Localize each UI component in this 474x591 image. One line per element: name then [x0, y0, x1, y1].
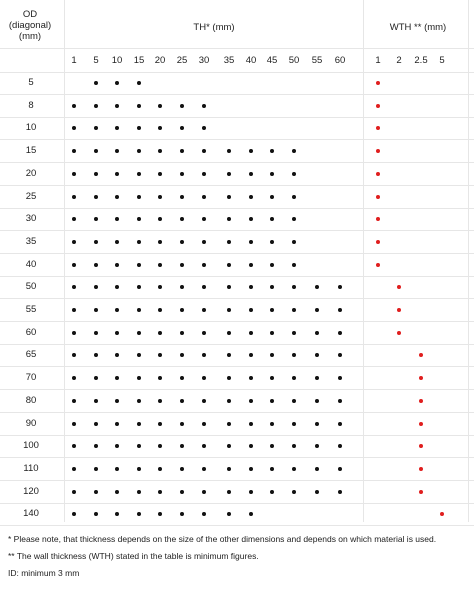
th-availability-dot [137, 467, 141, 471]
th-availability-dot [137, 422, 141, 426]
th-availability-dot [292, 195, 296, 199]
th-availability-dot [292, 399, 296, 403]
grid-hline [0, 503, 474, 504]
th-availability-dot [338, 490, 342, 494]
wth-minimum-dot [397, 331, 401, 335]
th-availability-dot [270, 467, 274, 471]
th-availability-dot [270, 490, 274, 494]
th-column-label: 55 [311, 55, 323, 66]
th-availability-dot [115, 195, 119, 199]
od-row-label: 70 [25, 372, 37, 384]
th-availability-dot [180, 399, 184, 403]
th-availability-dot [137, 195, 141, 199]
th-availability-dot [202, 399, 206, 403]
th-availability-dot [94, 81, 98, 85]
th-availability-dot [249, 308, 253, 312]
th-availability-dot [72, 195, 76, 199]
grid-hline [0, 94, 474, 95]
th-availability-dot [202, 172, 206, 176]
th-availability-dot [115, 172, 119, 176]
grid-vline [468, 0, 469, 522]
th-column-label: 40 [245, 55, 257, 66]
th-availability-dot [202, 467, 206, 471]
th-availability-dot [115, 399, 119, 403]
th-availability-dot [72, 308, 76, 312]
wth-minimum-dot [376, 195, 380, 199]
th-availability-dot [137, 104, 141, 108]
grid-hline [0, 344, 474, 345]
wth-column-label: 1 [375, 55, 381, 66]
th-availability-dot [292, 422, 296, 426]
grid-vline [64, 0, 65, 522]
grid-hline [0, 162, 474, 163]
th-availability-dot [94, 422, 98, 426]
th-availability-dot [115, 331, 119, 335]
th-availability-dot [72, 240, 76, 244]
th-availability-dot [292, 308, 296, 312]
th-availability-dot [180, 490, 184, 494]
th-availability-dot [227, 399, 231, 403]
th-column-label: 30 [198, 55, 210, 66]
wth-minimum-dot [397, 308, 401, 312]
grid-hline [0, 435, 474, 436]
th-column-label: 5 [93, 55, 99, 66]
th-availability-dot [115, 240, 119, 244]
th-availability-dot [315, 308, 319, 312]
th-availability-dot [270, 422, 274, 426]
th-availability-dot [158, 490, 162, 494]
grid-hline [0, 139, 474, 140]
th-availability-dot [94, 104, 98, 108]
th-availability-dot [227, 240, 231, 244]
th-availability-dot [72, 422, 76, 426]
od-row-label: 8 [28, 99, 34, 111]
th-availability-dot [338, 399, 342, 403]
od-row-label: 30 [25, 213, 37, 225]
th-column-label: 60 [334, 55, 346, 66]
th-availability-dot [158, 263, 162, 267]
th-availability-dot [249, 467, 253, 471]
th-availability-dot [315, 331, 319, 335]
od-header-line2: (diagonal) [8, 20, 52, 31]
od-row-label: 100 [23, 440, 39, 452]
th-availability-dot [158, 331, 162, 335]
grid-hline [0, 525, 474, 526]
wth-header: WTH ** (mm) [389, 22, 447, 33]
th-availability-dot [249, 240, 253, 244]
grid-vline [363, 0, 364, 522]
th-availability-dot [292, 172, 296, 176]
wth-column-label: 2 [396, 55, 402, 66]
th-availability-dot [180, 263, 184, 267]
grid-hline [0, 480, 474, 481]
th-availability-dot [72, 104, 76, 108]
th-availability-dot [115, 263, 119, 267]
th-availability-dot [249, 172, 253, 176]
th-availability-dot [115, 467, 119, 471]
wth-minimum-dot [376, 240, 380, 244]
th-availability-dot [115, 81, 119, 85]
th-availability-dot [227, 331, 231, 335]
th-availability-dot [202, 104, 206, 108]
th-availability-dot [270, 195, 274, 199]
th-availability-dot [158, 422, 162, 426]
wth-minimum-dot [419, 399, 423, 403]
od-row-label: 65 [25, 349, 37, 361]
th-availability-dot [180, 172, 184, 176]
footnote-inner-diameter: ID: minimum 3 mm [8, 568, 80, 578]
grid-hline [0, 208, 474, 209]
th-header: TH* (mm) [193, 22, 235, 33]
th-availability-dot [202, 490, 206, 494]
th-availability-dot [137, 172, 141, 176]
th-availability-dot [270, 331, 274, 335]
th-availability-dot [270, 399, 274, 403]
od-row-label: 60 [25, 326, 37, 338]
th-availability-dot [202, 422, 206, 426]
th-availability-dot [249, 331, 253, 335]
grid-hline [0, 72, 474, 73]
th-availability-dot [292, 263, 296, 267]
grid-hline [0, 185, 474, 186]
th-column-label: 50 [288, 55, 300, 66]
th-availability-dot [227, 490, 231, 494]
th-availability-dot [338, 422, 342, 426]
th-availability-dot [137, 399, 141, 403]
grid-hline [0, 230, 474, 231]
th-availability-dot [72, 467, 76, 471]
th-availability-dot [158, 399, 162, 403]
od-row-label: 90 [25, 417, 37, 429]
grid-hline [0, 276, 474, 277]
th-availability-dot [158, 240, 162, 244]
th-availability-dot [315, 422, 319, 426]
th-availability-dot [249, 195, 253, 199]
th-availability-dot [180, 308, 184, 312]
wth-minimum-dot [376, 81, 380, 85]
od-row-label: 80 [25, 394, 37, 406]
grid-hline [0, 389, 474, 390]
od-row-label: 10 [25, 122, 37, 134]
th-column-label: 15 [133, 55, 145, 66]
th-column-label: 35 [223, 55, 235, 66]
th-availability-dot [115, 422, 119, 426]
th-availability-dot [292, 490, 296, 494]
th-availability-dot [180, 104, 184, 108]
footnote-wall-thickness: ** The wall thickness (WTH) stated in the table is minimum figures. [8, 551, 259, 561]
th-availability-dot [249, 399, 253, 403]
th-availability-dot [180, 422, 184, 426]
th-column-label: 10 [111, 55, 123, 66]
th-availability-dot [180, 467, 184, 471]
th-availability-dot [115, 104, 119, 108]
wth-minimum-dot [376, 172, 380, 176]
od-header [0, 0, 60, 42]
wth-column-label: 2.5 [414, 55, 428, 66]
th-availability-dot [338, 467, 342, 471]
th-availability-dot [94, 399, 98, 403]
th-availability-dot [94, 263, 98, 267]
th-availability-dot [115, 308, 119, 312]
th-availability-dot [202, 195, 206, 199]
th-availability-dot [72, 172, 76, 176]
od-row-label: 25 [25, 190, 37, 202]
th-availability-dot [72, 399, 76, 403]
od-row-label: 50 [25, 281, 37, 293]
th-column-label: 45 [266, 55, 278, 66]
th-availability-dot [158, 308, 162, 312]
wth-minimum-dot [376, 263, 380, 267]
th-availability-dot [94, 308, 98, 312]
wth-minimum-dot [376, 104, 380, 108]
wth-minimum-dot [419, 467, 423, 471]
th-availability-dot [227, 263, 231, 267]
grid-hline [0, 117, 474, 118]
th-availability-dot [249, 490, 253, 494]
th-availability-dot [137, 263, 141, 267]
th-availability-dot [158, 172, 162, 176]
grid-hline [0, 457, 474, 458]
th-availability-dot [315, 467, 319, 471]
th-availability-dot [270, 263, 274, 267]
th-availability-dot [202, 263, 206, 267]
th-availability-dot [338, 308, 342, 312]
od-row-label: 35 [25, 235, 37, 247]
th-availability-dot [249, 263, 253, 267]
th-availability-dot [202, 308, 206, 312]
grid-hline [0, 253, 474, 254]
th-availability-dot [137, 331, 141, 335]
th-availability-dot [180, 240, 184, 244]
grid-hline [0, 321, 474, 322]
th-availability-dot [180, 195, 184, 199]
grid-hline [0, 48, 474, 49]
th-availability-dot [72, 263, 76, 267]
th-column-label: 1 [71, 55, 77, 66]
od-row-label: 140 [23, 508, 39, 520]
grid-hline [0, 298, 474, 299]
wth-minimum-dot [419, 422, 423, 426]
th-availability-dot [315, 490, 319, 494]
th-availability-dot [158, 195, 162, 199]
od-row-label: 5 [28, 77, 34, 88]
od-row-label: 15 [25, 145, 37, 157]
th-availability-dot [158, 467, 162, 471]
grid-hline [0, 412, 474, 413]
th-availability-dot [202, 240, 206, 244]
th-availability-dot [94, 467, 98, 471]
th-availability-dot [227, 195, 231, 199]
th-availability-dot [202, 331, 206, 335]
th-availability-dot [115, 490, 119, 494]
th-availability-dot [72, 490, 76, 494]
wth-column-label: 5 [439, 55, 445, 66]
grid-hline [0, 366, 474, 367]
th-availability-dot [137, 240, 141, 244]
th-availability-dot [137, 308, 141, 312]
th-availability-dot [227, 467, 231, 471]
th-availability-dot [94, 490, 98, 494]
th-availability-dot [270, 308, 274, 312]
th-availability-dot [94, 331, 98, 335]
th-availability-dot [227, 422, 231, 426]
od-row-label: 120 [23, 485, 39, 497]
th-availability-dot [292, 331, 296, 335]
th-availability-dot [72, 331, 76, 335]
th-availability-dot [94, 240, 98, 244]
th-availability-dot [270, 240, 274, 244]
th-availability-dot [158, 104, 162, 108]
th-availability-dot [227, 308, 231, 312]
th-availability-dot [249, 422, 253, 426]
od-row-label: 20 [25, 167, 37, 179]
od-row-label: 110 [23, 462, 39, 474]
wth-minimum-dot [419, 490, 423, 494]
th-availability-dot [315, 399, 319, 403]
th-column-label: 20 [154, 55, 166, 66]
th-availability-dot [338, 331, 342, 335]
th-availability-dot [270, 172, 274, 176]
od-header-line3: (mm) [18, 31, 42, 42]
th-availability-dot [94, 172, 98, 176]
th-column-label: 25 [176, 55, 188, 66]
th-availability-dot [292, 467, 296, 471]
od-row-label: 55 [25, 304, 37, 315]
th-availability-dot [137, 81, 141, 85]
th-availability-dot [94, 195, 98, 199]
od-row-label: 40 [25, 258, 37, 270]
od-header-line1: OD [22, 9, 38, 20]
footnote-thickness: * Please note, that thickness depends on the size of the other dimensions and depends on which material is used. [8, 534, 437, 544]
th-availability-dot [180, 331, 184, 335]
th-availability-dot [227, 172, 231, 176]
th-availability-dot [292, 240, 296, 244]
th-availability-dot [137, 490, 141, 494]
